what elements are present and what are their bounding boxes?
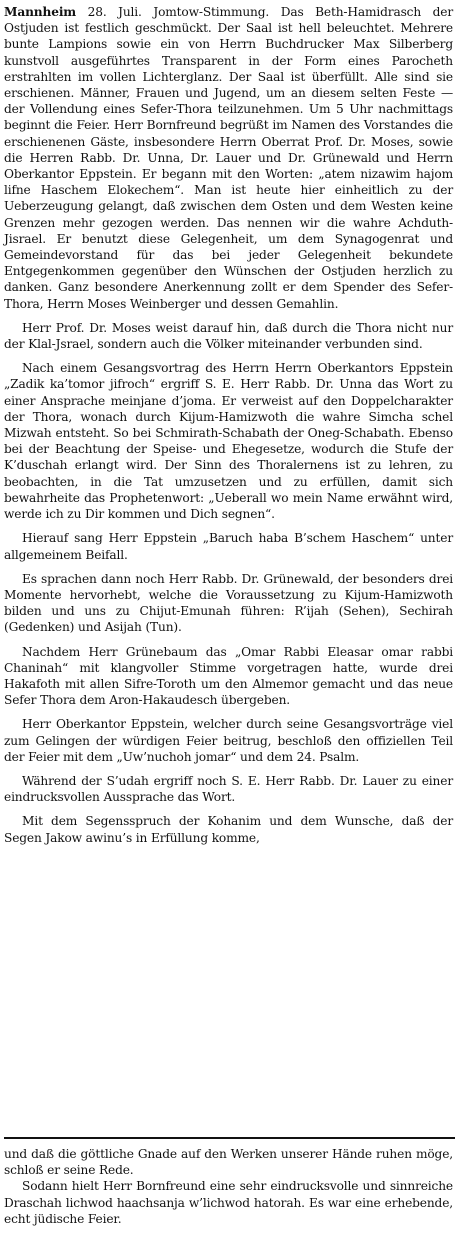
- column-divider-rule: [4, 1137, 455, 1139]
- article-paragraph-6: Nachdem Herr Grünebaum das „Omar Rabbi Eleasar omar rabbi Chaninah“ mit klangvoller Stimme vorgetragen hatte, wurde drei Hakafoth mit allen Sifre-Toroth um den Almemor gemacht und das neue Sefer Thora dem Aron-Hakaudesch übergeben.: [4, 644, 453, 708]
- continuation-paragraph-2: Sodann hielt Herr Bornfreund eine sehr eindrucksvolle und sinnreiche Draschah lichwod haachsanja w’lichwod hatorah. Es war eine erhebende, echt jüdische Feier.: [4, 1179, 453, 1226]
- article-dateline: Mannheim: [4, 5, 77, 19]
- newspaper-column: [4, 4, 455, 1244]
- article-paragraph-5: Es sprachen dann noch Herr Rabb. Dr. Grünewald, der besonders drei Momente hervorhebt, welche die Voraussetzung zu Kijum-Hamizwoth bilden und uns zu Chijut-Emunah führen: R’ijah (Sehen), Sechirah (Gedenken) und Asijah (Tun).: [4, 571, 453, 635]
- article-paragraph-4: Hierauf sang Herr Eppstein „Baruch haba B’schem Haschem“ unter allgemeinem Beifall.: [4, 531, 453, 562]
- article-paragraph-1-text: Das Beth-Hamidrasch der Ostjuden ist festlich geschmückt. Der Saal ist hell beleuchtet. Mehrere bunte Lampions sowie ein von Herrn Buchdrucker Max Silberberg kunstvoll ausgeführtes Transparent in der Form eines Parocheth erstrahlten im vollen Lichterglanz. Der Saal ist überfüllt. Alle sind sie erschienen. Männer, Frauen und Jugend, um an diesem selten Feste — der Vollendung eines Sefer-Thora teilzunehmen. Um 5 Uhr nachmittags beginnt die Feier. Herr Bornfreund begrüßt im Namen des Vorstandes die erschienenen Gäste, insbesondere Herrn Oberrat Prof. Dr. Moses, sowie die Herren Rabb. Dr. Unna, Dr. Lauer und Dr. Grünewald und Herrn Oberkantor Eppstein. Er begann mit den Worten: „atem nizawim hajom lifne Haschem Elokechem“. Man ist heute hier einheitlich zu der Ueberzeugung gelangt, daß zwischen dem Osten und dem Westen keine Grenzen mehr gezogen werden. Das nennen wir die wahre Achduth-Jisrael. Er benutzt diese Gelegenheit, um dem Synagogenrat und Gemeindevorstand für das bei jeder Gelegenheit bekundete Entgegenkommen gegenüber den Wünschen der Ostjuden herzlich zu danken. Ganz besondere Anerkennung zollt er dem Spender des Sefer-Thora, Herrn Moses Weinberger und dessen Gemahlin.: [4, 5, 453, 311]
- article-paragraph-8: Während der S’udah ergriff noch S. E. Herr Rabb. Dr. Lauer zu einer eindrucksvollen Aussprache das Wort.: [4, 773, 453, 805]
- article-paragraph-2: Herr Prof. Dr. Moses weist darauf hin, daß durch die Thora nicht nur der Klal-Jsrael, sondern auch die Völker miteinander verbunden sind.: [4, 320, 453, 352]
- article-paragraph-9: Mit dem Segensspruch der Kohanim und dem Wunsche, daß der Segen Jakow awinu’s in Erfüllung komme,: [4, 814, 453, 845]
- continuation-paragraph-1: und daß die göttliche Gnade auf den Werken unserer Hände ruhen möge, schloß er seine Rede.: [4, 1147, 453, 1178]
- article-paragraph-7: Herr Oberkantor Eppstein, welcher durch seine Gesangsvorträge viel zum Gelingen der würdigen Feier beitrug, beschloß den offiziellen Teil der Feier mit dem „Uw’nuchoh jomar“ und dem 24. Psalm.: [4, 717, 453, 764]
- article-paragraph-3: Nach einem Gesangsvortrag des Herrn Herrn Oberkantors Eppstein „Zadik ka’tomor jifroch“ ergriff S. E. Herr Rabb. Dr. Unna das Wort zu einer Ansprache meinjane d’joma. Er verweist auf den Doppelcharakter der Thora, wonach durch Kijum-Hamizwoth die wahre Simcha schel Mizwah entsteht. So bei Schmirath-Schabath der Oneg-Schabath. Ebenso bei der Beachtung der Speise- und Ehegesetze, wodurch die Stufe der K’duschah erlangt wird. Der Sinn des Thoralernens ist zu lehren, zu beobachten, in die Tat umzusetzen und zu erfüllen, damit sich bewahrheite das Prophetenwort: „Ueberall wo mein Name erwähnt wird, werde ich zu Dir kommen und Dich segnen“.: [4, 361, 453, 522]
- article-paragraph-1: [4, 4, 453, 312]
- article-date: 28. Juli.: [87, 5, 142, 19]
- article-body: [4, 4, 453, 854]
- article-heading: Jomtow-Stimmung.: [153, 5, 270, 19]
- article-continuation: [4, 1146, 453, 1227]
